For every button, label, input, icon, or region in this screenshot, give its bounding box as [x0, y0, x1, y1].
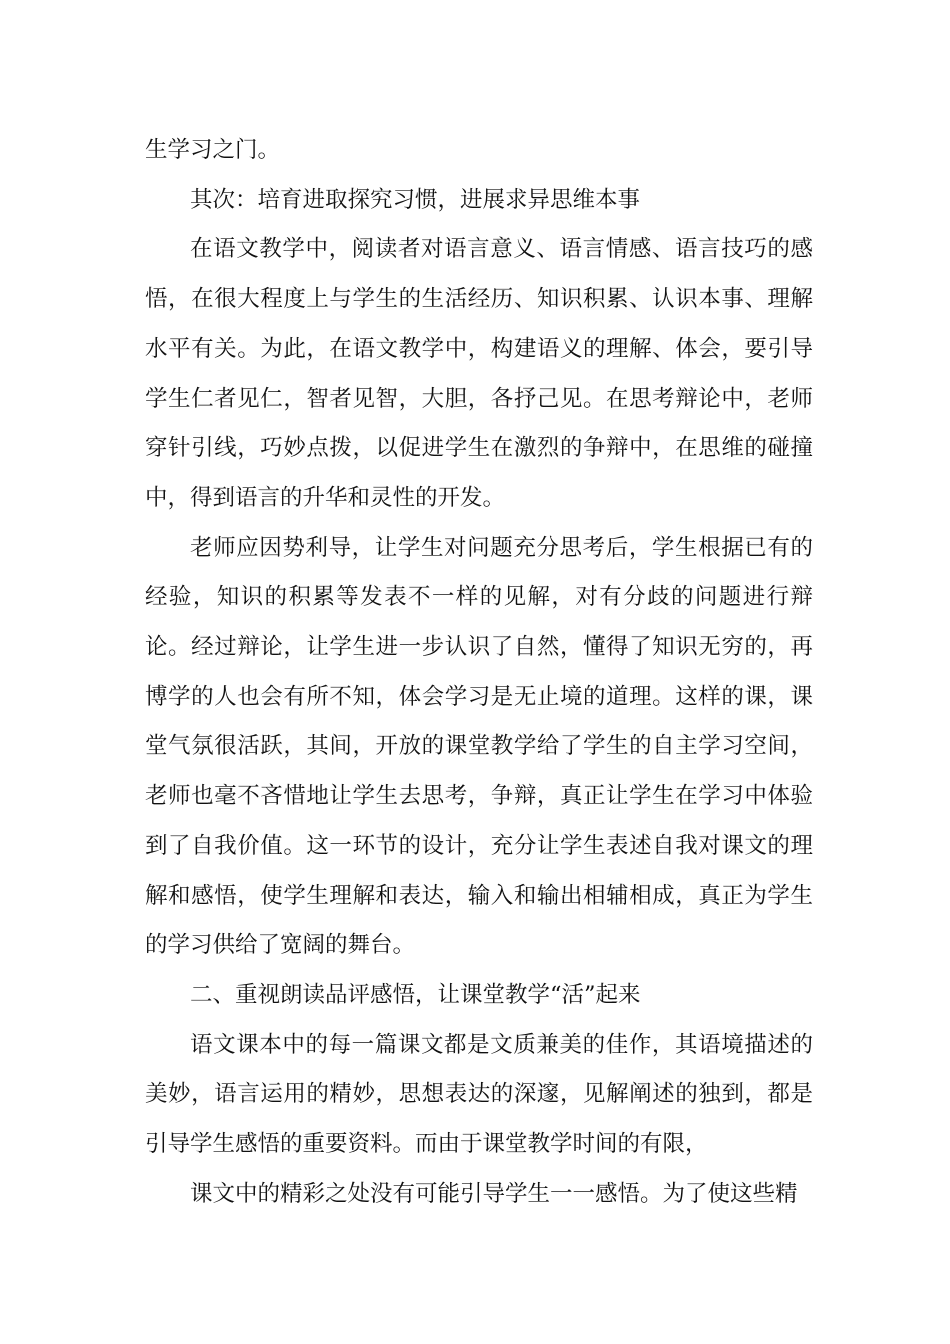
section-heading-secondly: 其次：培育进取探究习惯，进展求异思维本事 [190, 186, 641, 213]
paragraph-continuation: 生学习之门。 [145, 137, 281, 163]
paragraph: 老师应因势利导，让学生对问题充分思考后，学生根据已有的经验，知识的积累等发表不一样的见解，对有分歧的问题进行辩论。经过辩论，让学生进一步认识了自然，懂得了知识无穷的，再博学的人也会有所不知，体会学习是无止境的道理。这样的课，课堂气氛很活跃，其间，开放的课堂教学给了学生的自主学习空间，老师也毫不吝惜地让学生去思考，争辩，真正让学生在学习中体验到了自我价值。这一环节的设计，充分让学生表述自我对课文的理解和感悟，使学生理解和表达，输入和输出相辅相成，真正为学生的学习供给了宽阔的舞台。 [145, 534, 813, 959]
paragraph: 语文课本中的每一篇课文都是文质兼美的佳作，其语境描述的美妙，语言运用的精妙，思想表达的深邃，见解阐述的独到，都是引导学生感悟的重要资料。而由于课堂教学时间的有限， [145, 1031, 813, 1158]
section-heading-two: 二、重视朗读品评感悟，让课堂教学“活”起来 [190, 981, 641, 1008]
document-body [145, 126, 813, 1219]
paragraph: 在语文教学中，阅读者对语言意义、语言情感、语言技巧的感悟，在很大程度上与学生的生活经历、知识积累、认识本事、理解水平有关。为此，在语文教学中，构建语义的理解、体会，要引导学生仁者见仁，智者见智，大胆，各抒己见。在思考辩论中，老师穿针引线，巧妙点拨，以促进学生在激烈的争辩中，在思维的碰撞中，得到语言的升华和灵性的开发。 [145, 236, 813, 511]
paragraph: 课文中的精彩之处没有可能引导学生一一感悟。为了使这些精 [190, 1180, 798, 1207]
